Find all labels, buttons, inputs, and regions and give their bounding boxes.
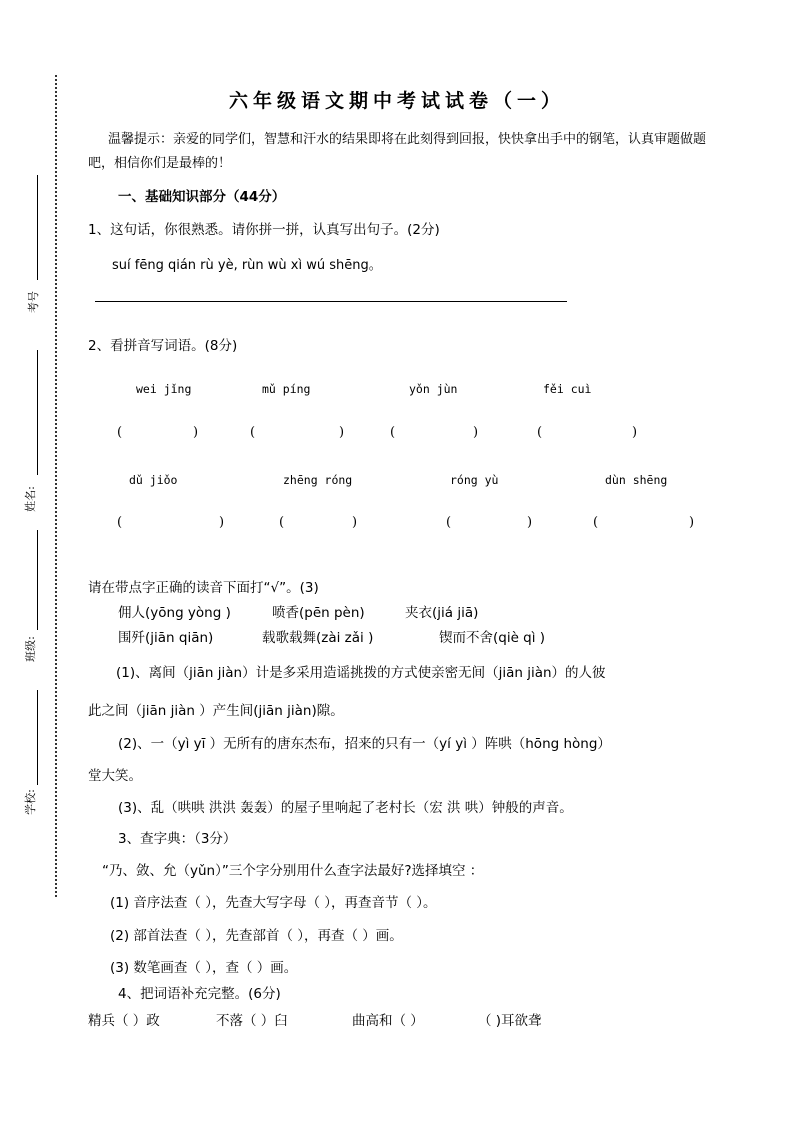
pinyin-item: yǒn jùn: [409, 382, 458, 396]
question-5-prompt: 4、把词语补充完整。(6分): [118, 986, 281, 1002]
section-heading: 一、基础知识部分（44分）: [118, 189, 286, 205]
pronunciation-item[interactable]: 喷香(pēn pèn): [272, 605, 365, 621]
answer-paren-open[interactable]: (: [250, 425, 256, 440]
school-line[interactable]: [37, 690, 38, 785]
sentence-1-line-1: (1)、离间（jiān jiàn）计是多采用造谣挑拨的方式使亲密无间（jiān jiàn）的人彼: [116, 665, 606, 681]
exam-no-line[interactable]: [37, 175, 38, 280]
sentence-2-line-1: (2)、一（yì yī ）无所有的唐东杰布，招来的只有一（yí yì ）阵哄（hōng hòng）: [118, 736, 611, 752]
pinyin-item: zhēng róng: [283, 473, 353, 487]
dictionary-line-2[interactable]: (2) 部首法查（ ），先查部首（ ），再查（ ）画。: [110, 928, 403, 944]
answer-paren-close[interactable]: ): [352, 515, 358, 530]
answer-paren-open[interactable]: (: [117, 515, 123, 530]
question-1-prompt: 1、这句话，你很熟悉。请你拼一拼，认真写出句子。(2分): [88, 222, 440, 238]
answer-paren-close[interactable]: ): [219, 515, 225, 530]
name-label: 姓名:: [23, 486, 37, 512]
pinyin-item: fěi cuì: [543, 382, 592, 396]
question-2-prompt: 2、看拼音写词语。(8分): [88, 338, 238, 354]
answer-paren-close[interactable]: ): [689, 515, 695, 530]
pronunciation-item[interactable]: 佣人(yōng yòng ): [118, 605, 231, 621]
binding-dotted-line: [55, 75, 57, 897]
idiom-item[interactable]: （ )耳欲聋: [478, 1013, 542, 1029]
class-line[interactable]: [37, 530, 38, 630]
sentence-3: (3)、乱（哄哄 洪洪 轰轰）的屋子里响起了老村长（宏 洪 哄）钟般的声音。: [118, 800, 573, 816]
pronunciation-item[interactable]: 载歌载舞(zài zǎi ): [262, 630, 374, 646]
tip-text: 温馨提示：亲爱的同学们，智慧和汗水的结果即将在此刻得到回报，快快拿出手中的钢笔，认真审题做题吧，相信你们是最棒的！: [88, 132, 707, 171]
pronunciation-item[interactable]: 锲而不舍(qiè qì ): [439, 630, 546, 646]
question-1-pinyin: suí fēng qián rù yè, rùn wù xì wú shēng。: [112, 258, 382, 273]
pinyin-item: mǔ píng: [262, 382, 311, 396]
pronunciation-item[interactable]: 围歼(jiān qiān): [118, 630, 214, 646]
answer-paren-close[interactable]: ): [193, 425, 199, 440]
pinyin-item: dǔ jiǒo: [129, 473, 178, 487]
answer-paren-open[interactable]: (: [446, 515, 452, 530]
sentence-2-line-2: 堂大笑。: [88, 768, 142, 784]
answer-paren-open[interactable]: (: [593, 515, 599, 530]
school-label: 学校:: [23, 789, 37, 815]
name-line[interactable]: [37, 350, 38, 475]
question-4-prompt: 3、查字典：（3分）: [118, 831, 237, 847]
answer-paren-close[interactable]: ): [527, 515, 533, 530]
answer-line[interactable]: [95, 301, 567, 302]
pinyin-item: wei jǐng: [136, 382, 192, 396]
answer-paren-close[interactable]: ): [473, 425, 479, 440]
dictionary-line-3[interactable]: (3) 数笔画查（ ），查（ ）画。: [110, 960, 298, 976]
answer-paren-open[interactable]: (: [537, 425, 543, 440]
idiom-item[interactable]: 精兵（ ）政: [88, 1013, 160, 1029]
page-title: 六年级语文期中考试试卷（一）: [228, 90, 565, 112]
question-3-prompt: 请在带点字正确的读音下面打“√”。(3): [88, 580, 319, 596]
idiom-item[interactable]: 曲高和（ ）: [352, 1013, 424, 1029]
question-4-intro: “乃、敛、允（yǔn）”三个字分别用什么查字法最好?选择填空 ：: [102, 863, 484, 879]
pinyin-item: róng yù: [450, 473, 499, 487]
answer-paren-open[interactable]: (: [117, 425, 123, 440]
class-label: 班级:: [23, 636, 37, 662]
dictionary-line-1[interactable]: (1) 音序法查（ ），先查大写字母（ ），再查音节（ ）。: [110, 895, 437, 911]
answer-paren-close[interactable]: ): [632, 425, 638, 440]
sentence-1-line-2: 此之间（jiān jiàn ）产生间(jiān jiàn)隙。: [88, 703, 344, 719]
pinyin-item: dùn shēng: [605, 473, 668, 487]
answer-paren-open[interactable]: (: [390, 425, 396, 440]
exam-no-label: 考号: [27, 291, 40, 313]
idiom-item[interactable]: 不落（ ）臼: [216, 1013, 288, 1029]
answer-paren-close[interactable]: ): [339, 425, 345, 440]
answer-paren-open[interactable]: (: [279, 515, 285, 530]
pronunciation-item[interactable]: 夹衣(jiá jiā): [405, 605, 479, 621]
